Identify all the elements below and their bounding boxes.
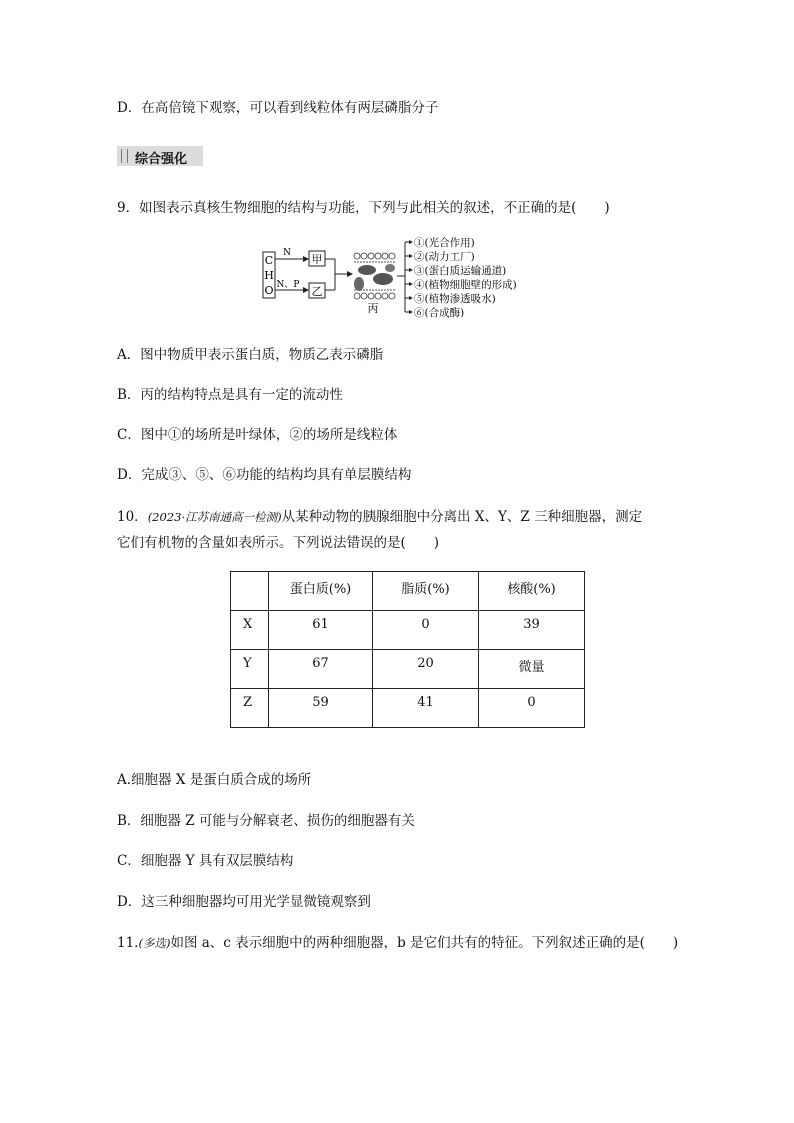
q8-option-d: D．在高倍镜下观察，可以看到线粒体有两层磷脂分子 <box>117 100 439 116</box>
table-cell: 41 <box>373 689 479 728</box>
table-cell: 0 <box>373 611 479 650</box>
function-3: ③(蛋白质运输通道) <box>414 265 507 277</box>
table-cell: 61 <box>269 611 373 650</box>
function-1: ①(光合作用) <box>414 237 475 249</box>
organelle-table <box>230 571 585 728</box>
table-header-cell: 核酸(%) <box>479 572 585 611</box>
element-o: O <box>264 284 274 297</box>
q10-stem-text: 从某种动物的胰腺细胞中分离出 X、Y、Z 三种细胞器，测定 <box>281 509 643 525</box>
q10-source: (2023·江苏南通高一检测) <box>147 510 282 524</box>
table-header-cell: 脂质(%) <box>373 572 479 611</box>
q9-option-d: D．完成③、⑤、⑥功能的结构均具有单层膜结构 <box>117 467 412 483</box>
table-cell: 59 <box>269 689 373 728</box>
q11-stem <box>117 931 678 951</box>
q10-number: 10． <box>117 509 148 525</box>
q9-stem <box>117 196 610 216</box>
q9-option-c: C．图中①的场所是叶绿体，②的场所是线粒体 <box>117 427 398 443</box>
q11-stem-text: 如图 a、c 表示细胞中的两种细胞器，b 是它们共有的特征。下列叙述正确的是( <box>170 935 645 951</box>
q10-option-c: C．细胞器 Y 具有双层膜结构 <box>117 853 294 869</box>
function-2: ②(动力工厂) <box>414 251 475 263</box>
section-header <box>117 146 203 166</box>
q9-stem-close: ) <box>604 200 610 216</box>
q9-option-b: B．丙的结构特点是具有一定的流动性 <box>117 387 343 403</box>
function-6: ⑥(合成酶) <box>414 307 465 319</box>
box-jia: 甲 <box>311 253 323 266</box>
table-header-cell: 蛋白质(%) <box>269 572 373 611</box>
table-cell: Z <box>231 689 269 728</box>
table-cell: Y <box>231 650 269 689</box>
q10-option-d: D．这三种细胞器均可用光学显微镜观察到 <box>117 894 371 910</box>
element-h: H <box>264 269 274 282</box>
table-cell: 67 <box>269 650 373 689</box>
table-row <box>231 650 585 689</box>
q9-option-a: A．图中物质甲表示蛋白质，物质乙表示磷脂 <box>117 347 384 363</box>
q10-stem-line1 <box>117 505 642 525</box>
membrane-icon <box>354 253 395 299</box>
q10-stem-text-2: 它们有机物的含量如表所示。下列说法错误的是( <box>117 535 406 551</box>
label-n: N <box>283 248 291 258</box>
table-cell: 39 <box>479 611 585 650</box>
table-row <box>231 689 585 728</box>
q11-tag: (多选) <box>138 936 171 950</box>
table-cell: 0 <box>479 689 585 728</box>
table-row <box>231 611 585 650</box>
table-header-row <box>231 572 585 611</box>
element-c: C <box>264 254 274 267</box>
label-bing: 丙 <box>367 302 379 315</box>
q10-stem-line2 <box>117 531 439 551</box>
q10-option-a: A.细胞器 X 是蛋白质合成的场所 <box>117 772 312 788</box>
function-4: ④(植物细胞壁的形成) <box>414 279 517 291</box>
q11-stem-close: ) <box>672 935 679 951</box>
section-bar-icon <box>121 149 128 163</box>
table-header-cell <box>231 572 269 611</box>
box-yi: 乙 <box>311 285 323 298</box>
table-cell: X <box>231 611 269 650</box>
cell-structure-diagram <box>255 232 545 324</box>
q10-stem-close: ) <box>433 535 440 551</box>
table-cell: 微量 <box>479 650 585 689</box>
table-cell: 20 <box>373 650 479 689</box>
q11-number: 11. <box>117 935 139 951</box>
q10-option-b: B．细胞器 Z 可能与分解衰老、损伤的细胞器有关 <box>117 813 415 829</box>
section-title: 综合强化 <box>135 152 188 167</box>
q9-stem-text: 9．如图表示真核生物细胞的结构与功能，下列与此相关的叙述，不正确的是( <box>117 200 577 216</box>
function-5: ⑤(植物渗透吸水) <box>414 293 496 305</box>
label-np: N、P <box>276 280 300 290</box>
